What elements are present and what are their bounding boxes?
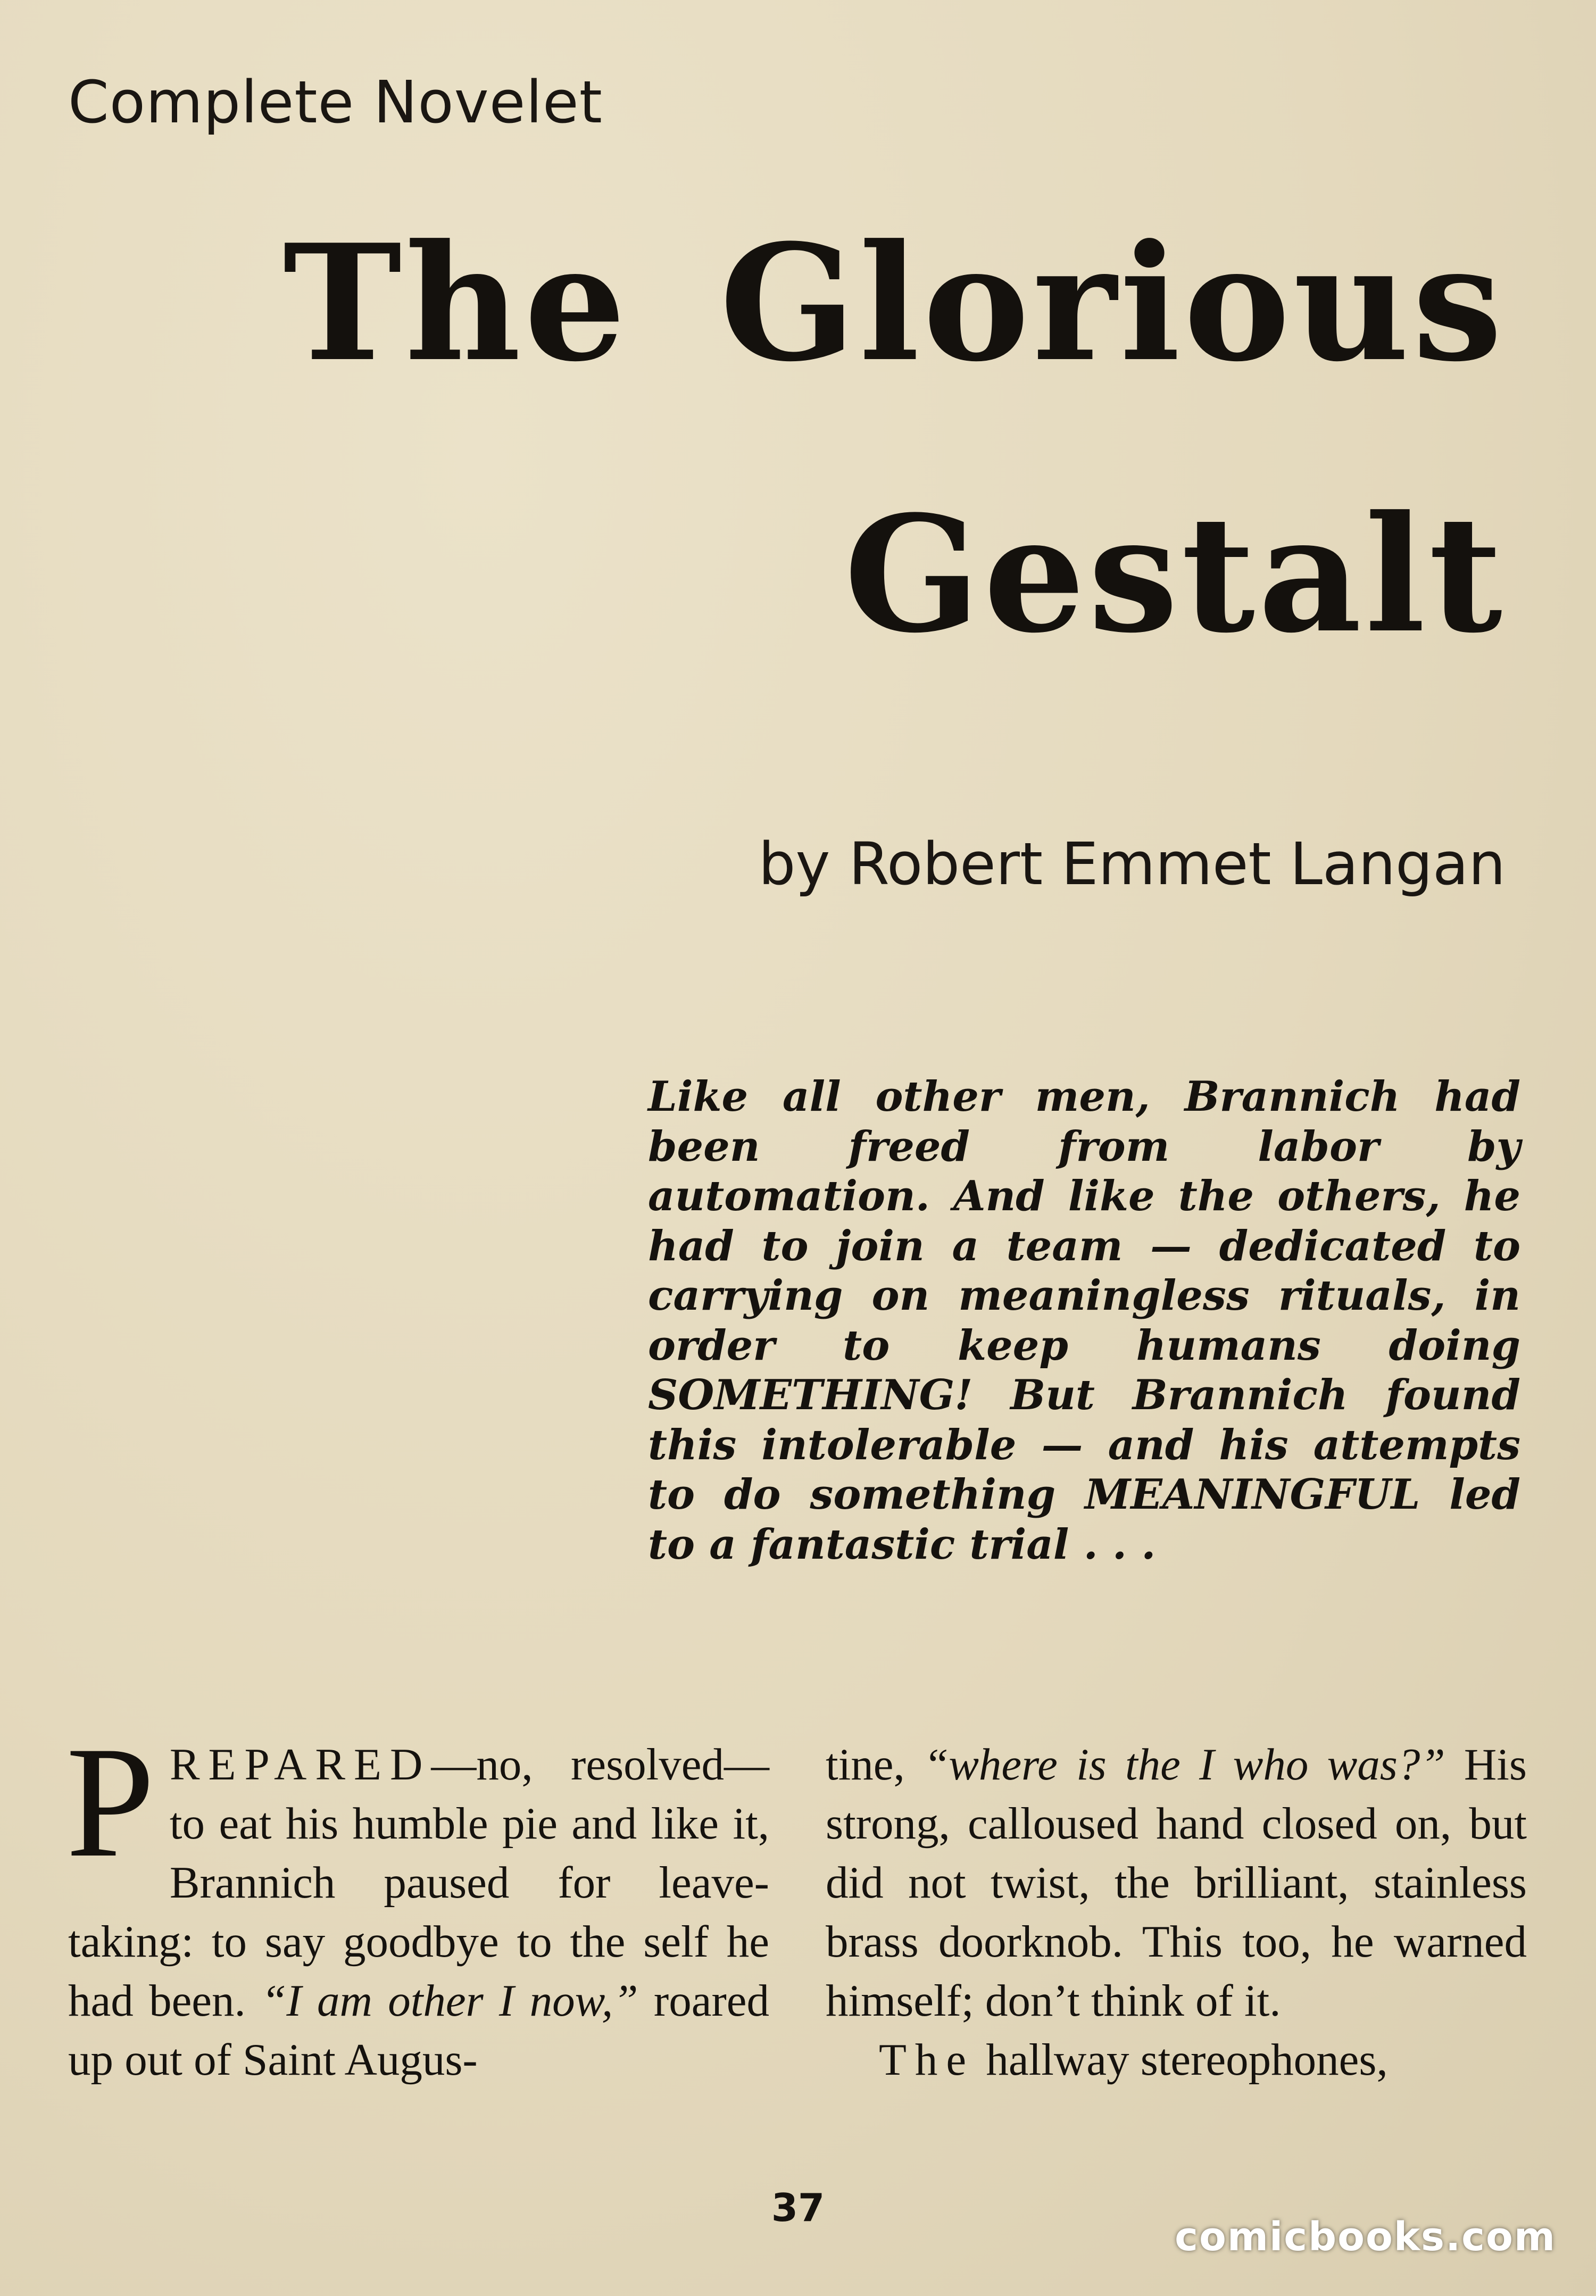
story-title-line-2: Gestalt xyxy=(844,480,1506,668)
paragraph-lead-word: The xyxy=(879,2035,975,2085)
body-text: —no, resolved—to eat his humble pie and like it, Brannich paused for leave-taking: to say goodbye to the self he had been. xyxy=(68,1740,769,2026)
body-text: roared up out of Saint Augus- xyxy=(68,1976,769,2085)
body-column-2 xyxy=(826,1735,1527,2090)
body-column-1 xyxy=(66,1713,769,2090)
paragraph-2 xyxy=(826,2031,1527,2090)
story-title-line-1: The Glorious xyxy=(282,209,1506,397)
author-byline: by Robert Emmet Langan xyxy=(758,830,1506,898)
section-label: Complete Novelet xyxy=(68,68,603,136)
body-text: hallway stereophones, xyxy=(975,2035,1388,2085)
body-text: tine, xyxy=(826,1740,924,1790)
body-italic-quote: “where is the I who was?” xyxy=(923,1740,1445,1790)
story-blurb: Like all other men, Brannich had been freed from labor by automation. And like the others, he had to join a team — dedicated to carrying on meaningless rituals, in order to keep humans doing SOMETHING! But Brannich found this intolerable — and his attempts to do something MEANINGFUL led to a fantastic trial . . . xyxy=(648,1072,1520,1569)
body-text: His strong, calloused hand closed on, but did not twist, the brilliant, stainless brass doorknob. This too, he warned himself; don’t think of it. xyxy=(826,1740,1527,2026)
opening-caps: REPARED xyxy=(169,1740,431,1790)
body-italic-quote: “I am other I now,” xyxy=(261,1976,638,2026)
page-number: 37 xyxy=(771,2185,825,2230)
drop-cap: P xyxy=(66,1713,155,1890)
site-watermark: comicbooks.com xyxy=(1175,2214,1556,2260)
